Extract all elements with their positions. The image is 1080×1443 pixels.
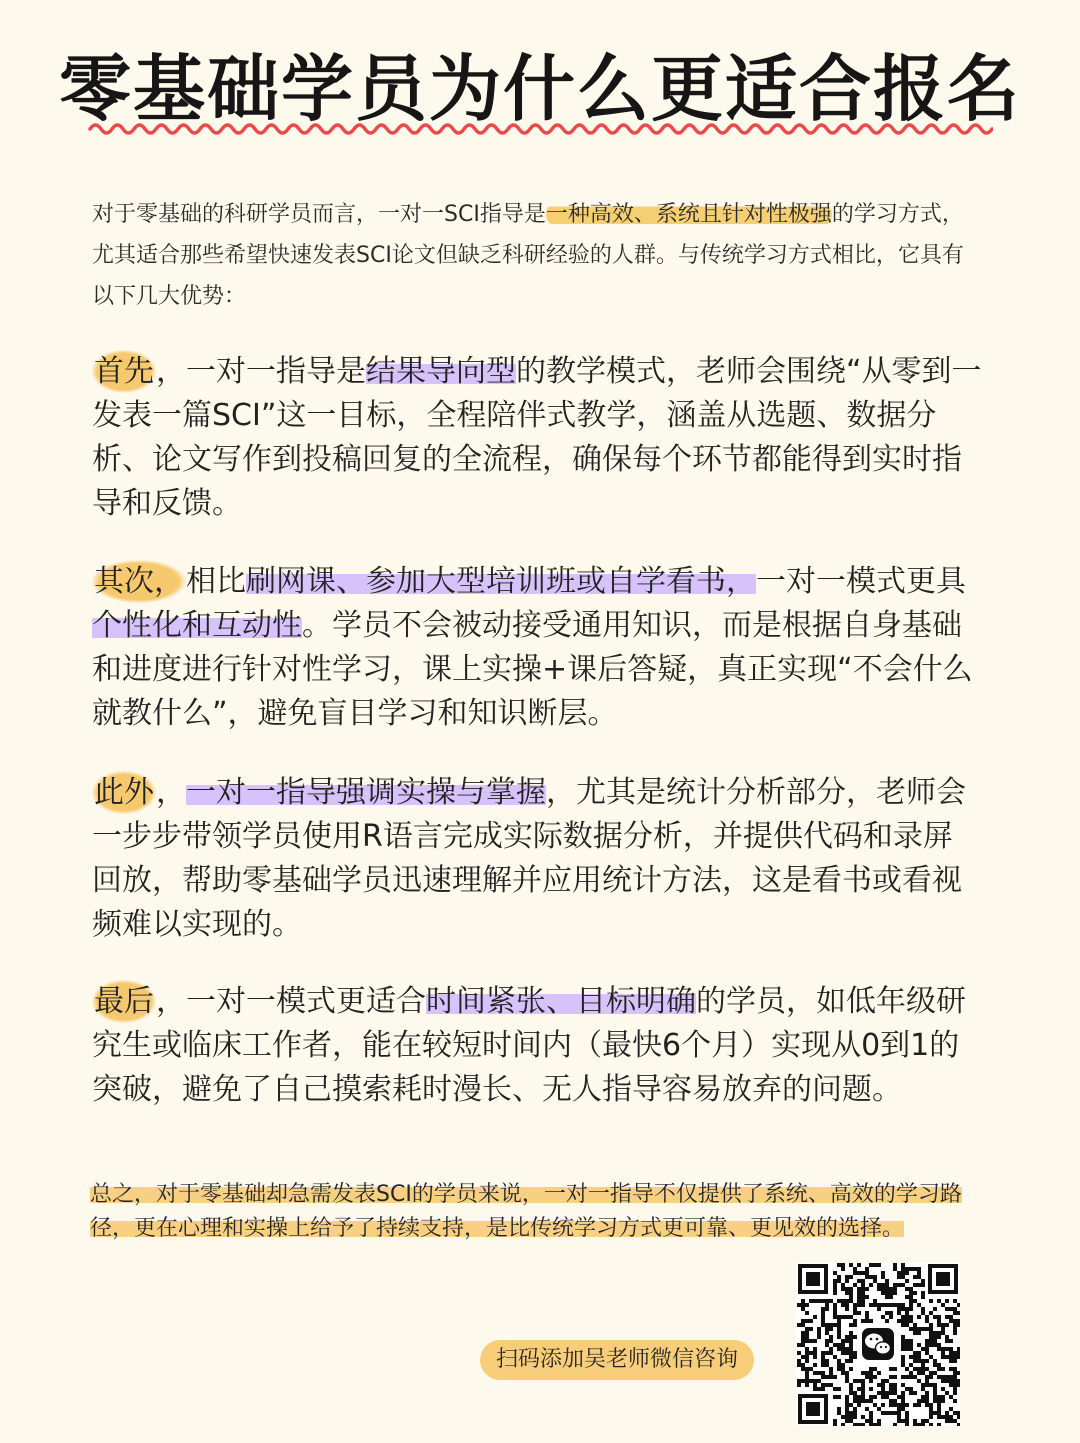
point-second [92,560,982,736]
intro-highlight: 一种高效、系统且针对性极强 [545,202,832,227]
point-lead: 最后 [92,980,156,1023]
point-text: 相比 [186,564,246,599]
point-third [92,771,982,947]
point-text: ，一对一模式更适合 [156,984,426,1019]
point-text-rest: 。学员不会被动接受通用知识，而是根据自身基础和进度进行针对性学习，课上实操+课后答疑，真正实现“不会什么就教什么”，避免盲目学习和知识断层。 [92,608,973,731]
point-lead: 其次， [92,560,186,603]
point-lead: 首先 [92,350,156,393]
intro-text-rest: 的学习方式，尤其适合那些希望快速发表SCI论文但缺乏科研经验的人群。与传统学习方式相比，它具有以下几大优势： [92,202,964,309]
intro-text: 对于零基础的科研学员而言，一对一SCI指导是 [92,202,546,227]
summary-text: 总之，对于零基础却急需发表SCI的学员来说，一对一指导不仅提供了系统、高效的学习路径，更在心理和实操上给予了持续支持，是比传统学习方式更可靠、更见效的选择。 [90,1182,962,1241]
point-highlight: 刷网课、参加大型培训班或自学看书， [246,564,756,599]
point-text-mid: 一对一模式更具 [756,564,966,599]
point-text-rest: 的学员，如低年级研究生或临床工作者，能在较短时间内（最快6个月）实现从0到1的突破，避免了自己摸索耗时漫长、无人指导容易放弃的问题。 [92,984,966,1107]
point-highlight: 时间紧张、目标明确 [426,984,696,1019]
point-highlight: 结果导向型 [366,354,516,389]
point-first [92,350,982,526]
summary-paragraph [90,1178,990,1246]
wavy-underline [88,118,993,140]
contact-label: 扫码添加吴老师微信咨询 [480,1340,754,1380]
qr-code-icon[interactable] [796,1262,960,1426]
point-highlight-2: 个性化和互动性 [92,608,302,643]
point-fourth [92,980,982,1112]
wechat-icon [862,1328,894,1360]
point-highlight: 一对一指导强调实操与掌握 [186,775,546,810]
point-text-rest: ，尤其是统计分析部分，老师会一步步带领学员使用R语言完成实际数据分析，并提供代码和录屏回放，帮助零基础学员迅速理解并应用统计方法，这是看书或看视频难以实现的。 [92,775,966,942]
intro-paragraph [92,194,972,317]
point-text: ，一对一指导是 [156,354,366,389]
point-text: ， [156,775,186,810]
point-lead: 此外 [92,771,156,814]
page-title: 零基础学员为什么更适合报名 [58,47,1021,131]
point-text-rest: 的教学模式，老师会围绕“从零到一发表一篇SCI”这一目标，全程陪伴式教学，涵盖从选题、数据分析、论文写作到投稿回复的全流程，确保每个环节都能得到实时指导和反馈。 [92,354,982,521]
